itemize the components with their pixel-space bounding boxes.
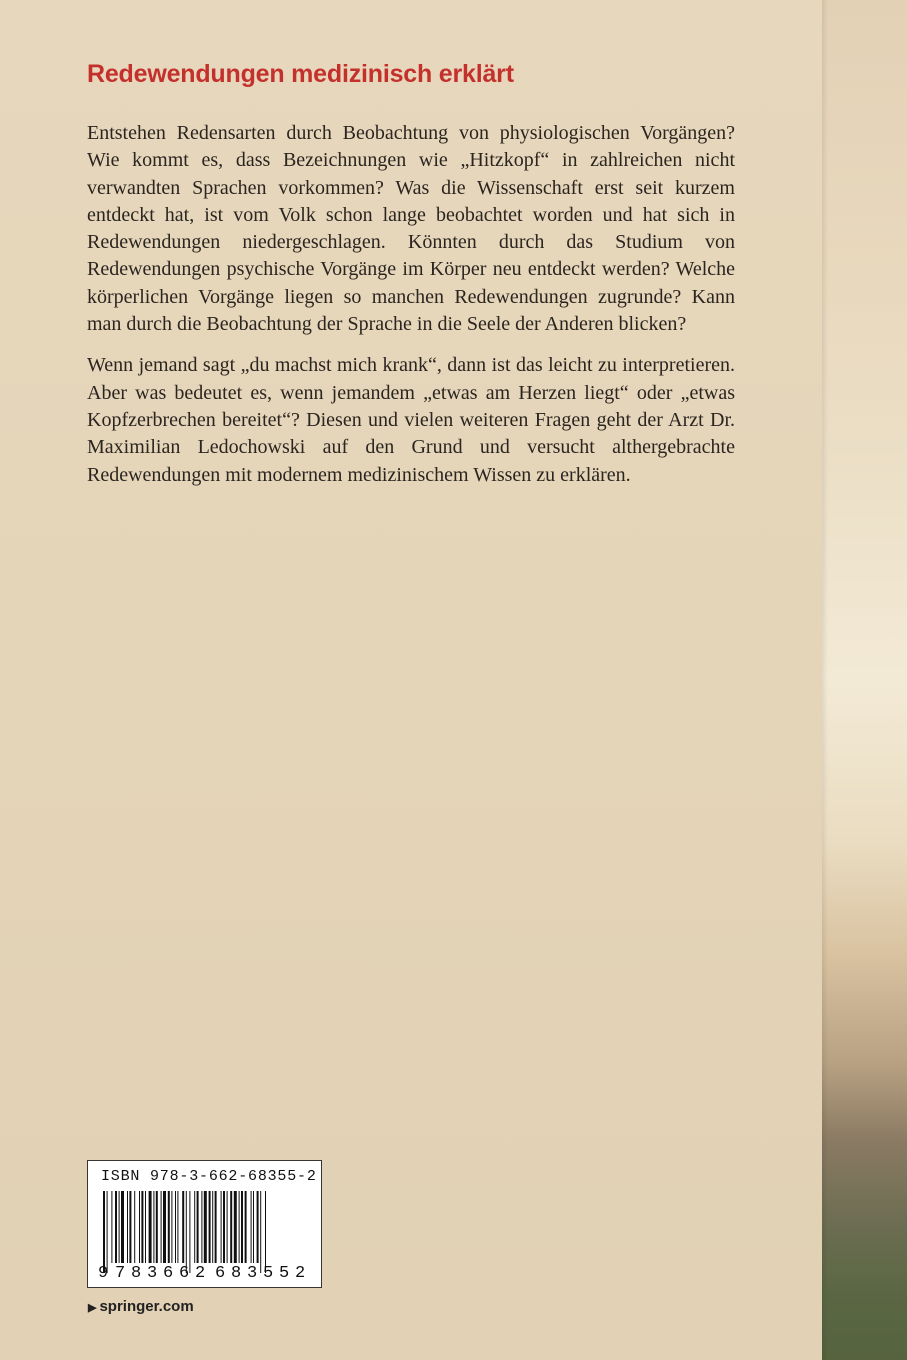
blurb-text bbox=[87, 120, 735, 489]
barcode-digit: 3 bbox=[147, 1264, 158, 1283]
blurb-paragraph-1: Entstehen Redensarten durch Beobachtung von physiologischen Vorgängen? Wie kommt es, dass Bezeichnungen wie „Hitzkopf“ in zahlreichen nicht verwandten Sprachen vorkommen? Was die Wissenschaft erst seit kurzem entdeckt hat, ist vom Volk schon lange beobachtet worden und hat sich in Redewendungen niedergeschlagen. Könnten durch das Studium von Redewendungen psychische Vorgänge im Körper neu entdeckt werden? Welche körperlichen Vorgänge liegen so manchen Redewendungen zugrunde? Kann man durch die Beobachtung der Sprache in die Seele der Anderen blicken? bbox=[87, 122, 735, 336]
barcode-digits bbox=[98, 1264, 314, 1286]
barcode-digit: 9 bbox=[98, 1264, 109, 1283]
barcode-digit: 3 bbox=[247, 1264, 258, 1283]
barcode-digit: 5 bbox=[263, 1264, 274, 1283]
barcode-digit: 7 bbox=[115, 1264, 126, 1283]
publisher-url: springer.com bbox=[99, 1298, 194, 1315]
blurb-paragraph-2: Wenn jemand sagt „du machst mich krank“, dann ist das leicht zu interpretieren. Aber was bedeutet es, wenn jemandem „etwas am Herzen liegt“ oder „etwas Kopfzerbrechen bereitet“? Diesen und vielen weiteren Fragen geht der Arzt Dr. Maximilian Ledochowski auf den Grund und versucht althergebrachte Redewendungen mit modernem medizinischem Wissen zu erklären. bbox=[87, 354, 735, 486]
barcode-digit: 6 bbox=[163, 1264, 174, 1283]
barcode-digit: 8 bbox=[131, 1264, 142, 1283]
cover-photo-strip bbox=[822, 0, 907, 1360]
barcode-digit: 5 bbox=[279, 1264, 290, 1283]
publisher-link[interactable] bbox=[88, 1298, 194, 1315]
barcode-digit: 8 bbox=[231, 1264, 242, 1283]
barcode-digit: 2 bbox=[295, 1264, 306, 1283]
barcode-digit: 6 bbox=[179, 1264, 190, 1283]
isbn-barcode bbox=[87, 1160, 322, 1288]
barcode-digit: 6 bbox=[215, 1264, 226, 1283]
barcode-digit: 2 bbox=[195, 1264, 206, 1283]
isbn-label: ISBN 978-3-662-68355-2 bbox=[101, 1168, 317, 1185]
triangle-right-icon: ▶ bbox=[88, 1302, 97, 1314]
cover-heading: Redewendungen medizinisch erklärt bbox=[87, 60, 514, 88]
